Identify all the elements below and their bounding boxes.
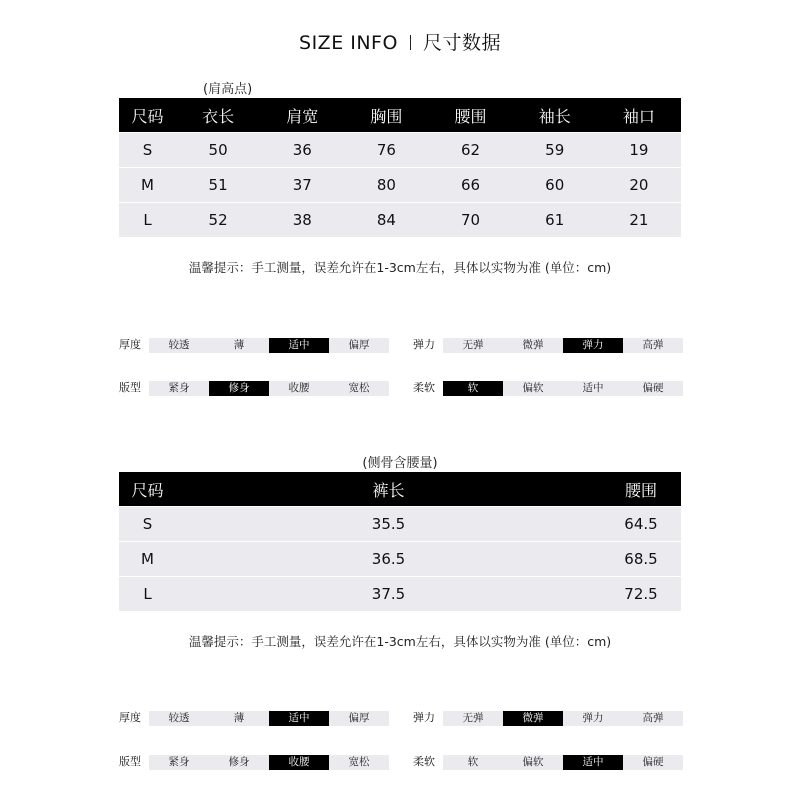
table-row	[119, 542, 681, 577]
table-cell: 80	[344, 168, 428, 203]
attribute-option: 适中	[582, 382, 604, 394]
column-header: 裤长	[176, 472, 601, 507]
top-table-note: (肩高点)	[203, 82, 253, 97]
size-cell: L	[119, 203, 176, 238]
title-english: SIZE INFO	[299, 32, 398, 54]
table-cell: 68.5	[601, 542, 681, 577]
table-header-row	[119, 472, 681, 507]
attribute-option: 薄	[233, 712, 245, 724]
table-cell: 20	[597, 168, 681, 203]
measurement-tip: 温馨提示：手工测量，误差允许在1-3cm左右，具体以实物为准 (单位：cm)	[188, 260, 612, 275]
attribute-option-selected: 收腰	[269, 755, 329, 770]
attribute-option: 收腰	[288, 382, 310, 394]
table-cell: 76	[344, 133, 428, 168]
table-row	[119, 203, 681, 238]
attribute-option: 较透	[168, 712, 190, 724]
column-header: 腰围	[601, 472, 681, 507]
table-cell: 52	[176, 203, 260, 238]
attribute-option: 较透	[168, 339, 190, 351]
table-cell: 50	[176, 133, 260, 168]
table-header-row	[119, 98, 681, 133]
table-cell: 38	[260, 203, 344, 238]
table-cell: 72.5	[601, 577, 681, 612]
attribute-option: 无弹	[462, 712, 484, 724]
attribute-option: 偏硬	[642, 382, 664, 394]
column-header: 衣长	[176, 98, 260, 133]
attribute-options	[443, 381, 683, 396]
table-cell: 35.5	[176, 507, 601, 542]
attribute-option-selected: 软	[443, 381, 503, 396]
table-cell: 51	[176, 168, 260, 203]
column-header: 尺码	[119, 98, 176, 133]
table-cell: 59	[513, 133, 597, 168]
table-cell: 84	[344, 203, 428, 238]
attribute-options	[443, 755, 683, 770]
column-header: 胸围	[344, 98, 428, 133]
size-cell: M	[119, 168, 176, 203]
attribute-option-selected: 弹力	[563, 338, 623, 353]
table-cell: 21	[597, 203, 681, 238]
attribute-option: 宽松	[348, 382, 370, 394]
attribute-option-selected: 微弹	[503, 711, 563, 726]
attribute-option: 偏硬	[642, 756, 664, 768]
size-cell: M	[119, 542, 176, 577]
attribute-option-selected: 适中	[563, 755, 623, 770]
attribute-label: 弹力	[413, 338, 435, 351]
column-header: 肩宽	[260, 98, 344, 133]
attribute-label: 厚度	[119, 711, 141, 724]
column-header: 袖长	[513, 98, 597, 133]
attribute-options	[149, 338, 389, 353]
table-cell: 19	[597, 133, 681, 168]
attribute-option: 无弹	[462, 339, 484, 351]
page-title	[0, 28, 800, 55]
table-cell: 66	[428, 168, 512, 203]
attribute-options	[443, 338, 683, 353]
table-cell: 61	[513, 203, 597, 238]
attribute-option: 高弹	[642, 339, 664, 351]
attribute-option-selected: 适中	[269, 711, 329, 726]
attribute-label: 厚度	[119, 338, 141, 351]
table-cell: 60	[513, 168, 597, 203]
attribute-option: 偏厚	[348, 712, 370, 724]
attribute-options	[149, 755, 389, 770]
table-cell: 36	[260, 133, 344, 168]
attribute-label: 版型	[119, 755, 141, 768]
table-row	[119, 133, 681, 168]
table-cell: 37.5	[176, 577, 601, 612]
attribute-option: 薄	[233, 339, 245, 351]
size-cell: L	[119, 577, 176, 612]
size-cell: S	[119, 507, 176, 542]
title-chinese: 尺寸数据	[422, 32, 501, 54]
table-cell: 64.5	[601, 507, 681, 542]
attribute-option: 偏软	[522, 756, 544, 768]
table-cell: 70	[428, 203, 512, 238]
attribute-label: 弹力	[413, 711, 435, 724]
attribute-option: 软	[467, 756, 479, 768]
table-cell: 36.5	[176, 542, 601, 577]
table-cell: 37	[260, 168, 344, 203]
table-row	[119, 507, 681, 542]
bottom-size-table	[119, 472, 681, 611]
attribute-label: 柔软	[413, 381, 435, 394]
attribute-option: 偏软	[522, 382, 544, 394]
attribute-options	[149, 711, 389, 726]
attribute-option: 偏厚	[348, 339, 370, 351]
attribute-options	[443, 711, 683, 726]
measurement-tip: 温馨提示：手工测量，误差允许在1-3cm左右，具体以实物为准 (单位：cm)	[188, 634, 612, 649]
table-cell: 62	[428, 133, 512, 168]
column-header: 尺码	[119, 472, 176, 507]
title-divider	[410, 35, 411, 50]
table-row	[119, 577, 681, 612]
attribute-option: 紧身	[168, 756, 190, 768]
table-row	[119, 168, 681, 203]
attribute-option: 紧身	[168, 382, 190, 394]
attribute-label: 柔软	[413, 755, 435, 768]
attribute-label: 版型	[119, 381, 141, 394]
attribute-options	[149, 381, 389, 396]
attribute-option: 高弹	[642, 712, 664, 724]
attribute-option: 修身	[228, 756, 250, 768]
size-cell: S	[119, 133, 176, 168]
attribute-option: 宽松	[348, 756, 370, 768]
attribute-option: 弹力	[582, 712, 604, 724]
bottom-table-note: (侧骨含腰量)	[362, 456, 438, 471]
attribute-option-selected: 修身	[209, 381, 269, 396]
attribute-option-selected: 适中	[269, 338, 329, 353]
top-size-table	[119, 98, 681, 237]
column-header: 腰围	[428, 98, 512, 133]
attribute-option: 微弹	[522, 339, 544, 351]
column-header: 袖口	[597, 98, 681, 133]
